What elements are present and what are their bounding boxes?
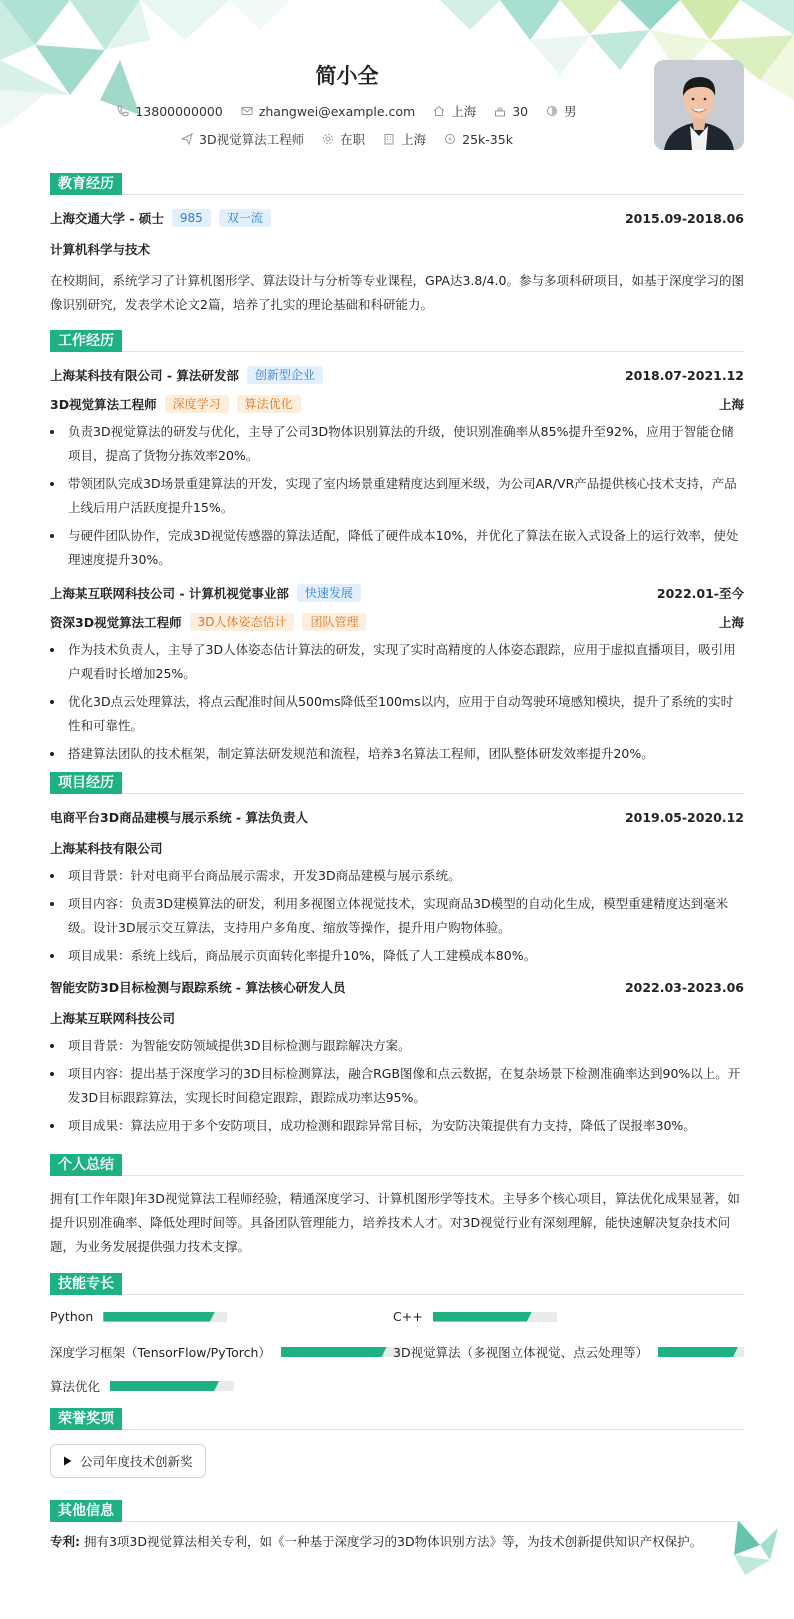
- skill-level-fill: [110, 1381, 219, 1391]
- skill-item: [50, 1309, 227, 1324]
- candidate-name: 简小全: [315, 64, 379, 88]
- section-title: 技能专长: [50, 1273, 122, 1295]
- section-title: 荣誉奖项: [50, 1408, 122, 1430]
- project-header-row: [50, 808, 744, 826]
- job-bullet: 作为技术负责人，主导了3D人体姿态估计算法的研发，实现了实时高精度的人体姿态跟踪，应用于虚拟直播项目，吸引用户观看时长增加25%。: [50, 638, 744, 686]
- phone-icon: [117, 105, 129, 117]
- job-role-row: [50, 613, 744, 631]
- role-tag: 算法优化: [237, 395, 301, 413]
- education-header-row: [50, 209, 744, 227]
- summary-section: [50, 1154, 744, 1259]
- job-bullet: 负责3D视觉算法的研发与优化，主导了公司3D物体识别算法的升级，使识别准确率从85%提升至92%，应用于智能仓储项目，提高了货物分拣效率20%。: [50, 420, 744, 468]
- section-title: 教育经历: [50, 173, 122, 195]
- project-company-row: [50, 1009, 744, 1027]
- company-tag: 创新型企业: [247, 366, 323, 384]
- company-tag: 快速发展: [297, 584, 361, 602]
- awards-section: [50, 1408, 744, 1478]
- job-city: 上海: [718, 397, 744, 412]
- project-header-row: [50, 978, 744, 996]
- role-tag: 3D人体姿态估计: [190, 613, 295, 631]
- skill-item: [393, 1343, 744, 1361]
- portrait-image: [654, 60, 744, 150]
- age-text: 30: [512, 103, 529, 119]
- skill-name: 深度学习框架（TensorFlow/PyTorch）: [50, 1345, 271, 1360]
- job-role: 资深3D视觉算法工程师: [50, 615, 182, 630]
- coin-icon: [444, 133, 456, 145]
- project-period: 2019.05-2020.12: [624, 809, 744, 825]
- major-row: [50, 240, 744, 258]
- section-header: [50, 772, 744, 794]
- education-description: 在校期间，系统学习了计算机图形学、算法设计与分析等专业课程，GPA达3.8/4.0。参与多项科研项目，如基于深度学习的图像识别研究，发表学术论文2篇，培养了扎实的理论基础和科研能力。: [50, 273, 744, 312]
- gear-icon: [322, 133, 334, 145]
- job-entry: [50, 366, 744, 572]
- section-title: 工作经历: [50, 330, 122, 352]
- project-entry: [50, 978, 744, 1138]
- skill-level-fill: [658, 1347, 738, 1357]
- project-company-row: [50, 839, 744, 857]
- project-bullet: 项目成果：系统上线后，商品展示页面转化率提升10%，降低了人工建模成本80%。: [50, 944, 744, 968]
- section-header: [50, 1154, 744, 1176]
- section-title: 其他信息: [50, 1500, 122, 1522]
- job-bullets: [50, 420, 744, 572]
- skill-level-fill: [281, 1347, 387, 1357]
- gender-text: 男: [564, 104, 577, 119]
- salary-info: [444, 132, 513, 147]
- email-info: [241, 104, 415, 119]
- section-header: [50, 1500, 744, 1522]
- award-name: 公司年度技术创新奖: [80, 1454, 193, 1469]
- project-bullet: 项目内容：负责3D建模算法的研发，利用多视图立体视觉技术，实现商品3D模型的自动化生成，模型重建精度达到毫米级。设计3D展示交互算法，支持用户多角度、缩放等操作，提升用户购物体验。: [50, 892, 744, 940]
- location-info: [433, 102, 476, 120]
- gender-icon: [546, 105, 558, 117]
- skill-item: [50, 1377, 234, 1395]
- project-name: 智能安防3D目标检测与跟踪系统 - 算法核心研发人员: [50, 980, 346, 995]
- send-icon: [181, 133, 193, 145]
- cake-icon: [494, 105, 506, 117]
- project-bullets: [50, 1034, 744, 1138]
- school-tag: 985: [172, 209, 211, 227]
- triangle-right-icon: [63, 1456, 72, 1466]
- job-company-row: [50, 584, 744, 602]
- skills-grid: [50, 1305, 744, 1401]
- other-info: [50, 1530, 744, 1554]
- projects-section: [50, 772, 744, 1142]
- skill-name: 算法优化: [50, 1379, 101, 1394]
- job-bullet: 与硬件团队协作，完成3D视觉传感器的算法适配，降低了硬件成本10%，并优化了算法在嵌入式设备上的运行效率，使处理速度提升30%。: [50, 524, 744, 572]
- job-company: 上海某互联网科技公司 - 计算机视觉事业部: [50, 586, 289, 601]
- position-text: 3D视觉算法工程师: [199, 132, 305, 147]
- skill-name: C++: [393, 1309, 423, 1324]
- location-text: 上海: [451, 104, 477, 119]
- target-city-info: [383, 130, 426, 148]
- section-header: [50, 173, 744, 195]
- skills-section: [50, 1273, 744, 1401]
- project-entry: [50, 808, 744, 968]
- project-company: 上海某科技有限公司: [50, 841, 163, 856]
- education-period: 2015.09-2018.06: [624, 210, 744, 226]
- job-city: 上海: [718, 615, 744, 630]
- summary-text: 拥有[工作年限]年3D视觉算法工程师经验，精通深度学习、计算机图形学等技术。主导多个核心项目，算法优化成果显著，如提升识别准确率、降低处理时间等。具备团队管理能力，培养技术人才。对3D视觉行业有深刻理解，能快速解决复杂技术问题，为业务发展提供强力技术支撑。: [50, 1191, 740, 1254]
- skill-level-fill: [433, 1312, 532, 1322]
- job-role-row: [50, 395, 744, 413]
- phone-text: 13800000000: [135, 103, 223, 119]
- age-info: [494, 104, 528, 119]
- email-text: zhangwei@example.com: [258, 103, 416, 119]
- position-info: [181, 130, 304, 148]
- project-bullet: 项目内容：提出基于深度学习的3D目标检测算法，融合RGB图像和点云数据，在复杂场景下检测准确率达到90%以上。开发3D目标跟踪算法，实现长时间稳定跟踪，跟踪成功率达95%。: [50, 1062, 744, 1110]
- job-bullet: 优化3D点云处理算法，将点云配准时间从500ms降低至100ms以内，应用于自动驾驶环境感知模块，提升了系统的实时性和可靠性。: [50, 690, 744, 738]
- section-header: [50, 1408, 744, 1430]
- job-intent-row: [50, 130, 644, 148]
- skill-bar: [658, 1347, 744, 1357]
- project-name: 电商平台3D商品建模与展示系统 - 算法负责人: [50, 810, 308, 825]
- project-bullet: 项目背景：为智能安防领域提供3D目标检测与跟踪解决方案。: [50, 1034, 744, 1058]
- project-period: 2022.03-2023.06: [624, 979, 744, 995]
- education-section: [50, 173, 744, 317]
- award-item[interactable]: [50, 1444, 206, 1478]
- job-role: 3D视觉算法工程师: [50, 397, 157, 412]
- major-name: 计算机科学与技术: [50, 242, 151, 257]
- work-section: [50, 330, 744, 770]
- target-city-text: 上海: [401, 132, 427, 147]
- home-icon: [433, 105, 445, 117]
- status-info: [322, 130, 365, 148]
- skill-bar: [433, 1312, 557, 1322]
- section-title: 个人总结: [50, 1154, 122, 1176]
- skill-bar: [103, 1312, 227, 1322]
- gender-info: [546, 102, 577, 120]
- job-period: 2018.07-2021.12: [624, 367, 744, 383]
- salary-text: 25k-35k: [462, 131, 513, 147]
- job-company: 上海某科技有限公司 - 算法研发部: [50, 368, 239, 383]
- skill-bar: [110, 1381, 234, 1391]
- job-bullets: [50, 638, 744, 766]
- skill-name: Python: [50, 1309, 94, 1324]
- project-bullets: [50, 864, 744, 968]
- role-tag: 团队管理: [302, 613, 366, 631]
- patent-label: 专利:: [50, 1534, 80, 1549]
- other-section: [50, 1500, 744, 1554]
- skill-item: [50, 1343, 401, 1361]
- section-header: [50, 1273, 744, 1295]
- job-company-row: [50, 366, 744, 384]
- skill-name: 3D视觉算法（多视图立体视觉、点云处理等）: [393, 1345, 649, 1360]
- phone-info: [117, 104, 222, 119]
- profile-photo: [654, 60, 744, 150]
- project-bullet: 项目背景：针对电商平台商品展示需求，开发3D商品建模与展示系统。: [50, 864, 744, 888]
- school-tag: 双一流: [219, 209, 271, 227]
- skill-item: [393, 1309, 557, 1324]
- section-header: [50, 330, 744, 352]
- job-entry: [50, 584, 744, 766]
- job-bullet: 带领团队完成3D场景重建算法的开发，实现了室内场景重建精度达到厘米级，为公司AR/VR产品提供核心技术支持，产品上线后用户活跃度提升15%。: [50, 472, 744, 520]
- contact-row: [50, 102, 644, 120]
- project-bullet: 项目成果：算法应用于多个安防项目，成功检测和跟踪异常目标，为安防决策提供有力支持，降低了误报率30%。: [50, 1114, 744, 1138]
- status-text: 在职: [340, 132, 366, 147]
- section-title: 项目经历: [50, 772, 122, 794]
- skill-level-fill: [103, 1312, 215, 1322]
- mail-icon: [241, 105, 253, 117]
- project-company: 上海某互联网科技公司: [50, 1011, 176, 1026]
- skill-bar: [281, 1347, 401, 1357]
- job-period: 2022.01-至今: [656, 586, 744, 601]
- job-bullet: 搭建算法团队的技术框架，制定算法研发规范和流程，培养3名算法工程师，团队整体研发效率提升20%。: [50, 742, 744, 766]
- patent-text: 拥有3项3D视觉算法相关专利，如《一种基于深度学习的3D物体识别方法》等，为技术创新提供知识产权保护。: [83, 1534, 703, 1549]
- building-icon: [383, 133, 395, 145]
- school-name: 上海交通大学 - 硕士: [50, 211, 164, 226]
- role-tag: 深度学习: [165, 395, 229, 413]
